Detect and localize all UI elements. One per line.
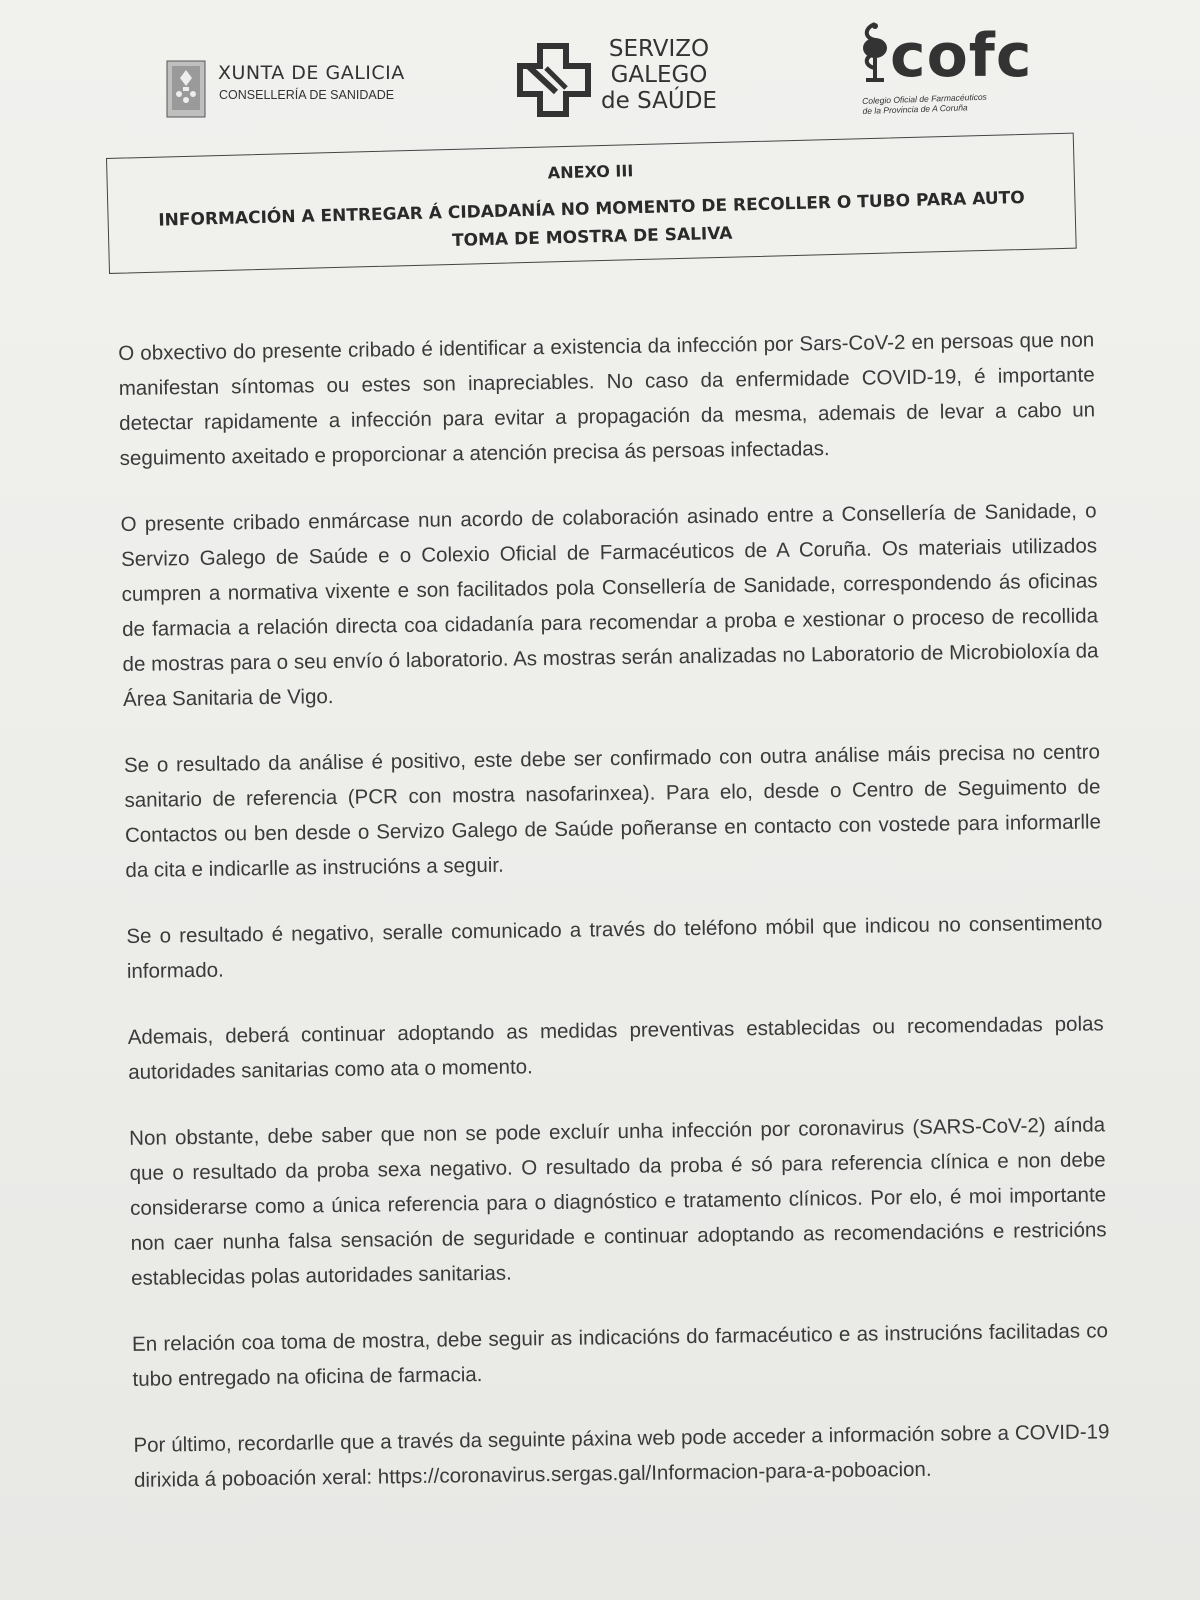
sergas-cross-icon <box>516 42 592 118</box>
paragraph-sample-collection: En relación coa toma de mostra, debe seguir as indicacións do farmacéutico e as instrucións facilitadas co tubo entregado na oficina de farmacia. <box>131 1319 1109 1391</box>
sergas-logo <box>516 36 726 118</box>
document-body <box>118 322 1111 1529</box>
document-title: INFORMACIÓN A ENTREGAR Á CIDADANÍA NO MOMENTO DE RECOLLER O TUBO PARA AUTO TOMA DE MOSTRA DE SALIVA <box>158 187 1025 251</box>
paragraph-objective: O obxectivo do presente cribado é identificar a existencia da infección por Sars-CoV-2 en persoas que non manifestan síntomas ou estes son inapreciables. No caso da enfermidade COVID-19, é importante detectar rapidamente a infección para evitar a propagación da mesma, ademais de levar a cabo un seguimento axeitado e proporcionar a atención precisa ás persoas infectadas. <box>118 328 1096 470</box>
cofc-sub-line1: Colegio Oficial de Farmacéuticos <box>862 91 988 106</box>
paragraph-disclaimer: Non obstante, debe saber que non se pode excluír unha infección por coronavirus (SARS-CoV-2) aínda que o resultado da proba sexa negativo. O resultado da proba é só para referencia clínica e non debe considerarse como a única referencia para o diagnóstico e tratamento clínicos. Por elo, é moi importante non caer nunha falsa sensación de seguridade e continuar adoptando as recomendacións e restricións establecidas polas autoridades sanitarias. <box>129 1113 1107 1290</box>
cofc-sub-line2: de la Provincia de A Coruña <box>862 102 968 116</box>
xunta-logo <box>166 60 426 122</box>
cofc-wordmark: cofc <box>890 21 1033 91</box>
title-box <box>106 133 1077 274</box>
cofc-logo <box>858 14 1033 116</box>
xunta-name: XUNTA DE GALICIA <box>218 62 405 84</box>
galicia-coat-of-arms-icon <box>166 60 206 118</box>
annex-label: ANEXO III <box>547 161 634 183</box>
paragraph-agreement: O presente cribado enmárcase nun acordo de colaboración asinado entre a Consellería de Sanidade, o Servizo Galego de Saúde e o Colexio Oficial de Farmacéuticos de A Coruña. Os materiais utilizados cumpren a normativa vixente e son facilitados pola Consellería de Sanidade, correspondendo ás oficinas de farmacia a relación directa coa cidadanía para recomendar a proba e xestionar o proceso de recollida de mostras para o seu envío ó laboratorio. As mostras serán analizadas no Laboratorio de Microbioloxía da Área Sanitaria de Vigo. <box>120 499 1099 711</box>
sergas-line1: SERVIZO <box>608 36 710 62</box>
sergas-line2: GALEGO <box>610 62 708 88</box>
pharmacy-bowl-serpent-icon <box>858 22 892 90</box>
paragraph-web-info: Por último, recordarlle que a través da seguinte páxina web pode acceder a información sobre a COVID-19 dirixida á poboación xeral: https://coronavirus.sergas.gal/Informacion-para-a-poboacion. <box>133 1420 1110 1492</box>
paragraph-positive-result: Se o resultado da análise é positivo, este debe ser confirmado con outra análise máis precisa no centro sanitario de referencia (PCR con mostra nasofarinxea). Para elo, desde o Centro de Seguimento de Contactos ou ben desde o Servizo Galego de Saúde poñeranse en contacto con vostede para informarlle da cita e indicarlle as instrucións a seguir. <box>123 740 1102 882</box>
paragraph-negative-result: Se o resultado é negativo, seralle comunicado a través do teléfono móbil que indicou no consentimento informado. <box>126 911 1103 983</box>
xunta-department: CONSELLERÍA DE SANIDADE <box>219 88 395 102</box>
paragraph-preventive-measures: Ademais, deberá continuar adoptando as medidas preventivas establecidas ou recomendadas polas autoridades sanitarias como ata o momento. <box>127 1012 1104 1084</box>
sergas-name <box>594 36 724 114</box>
sergas-line3: de SAÚDE <box>601 88 717 114</box>
cofc-subtitle <box>862 92 987 116</box>
